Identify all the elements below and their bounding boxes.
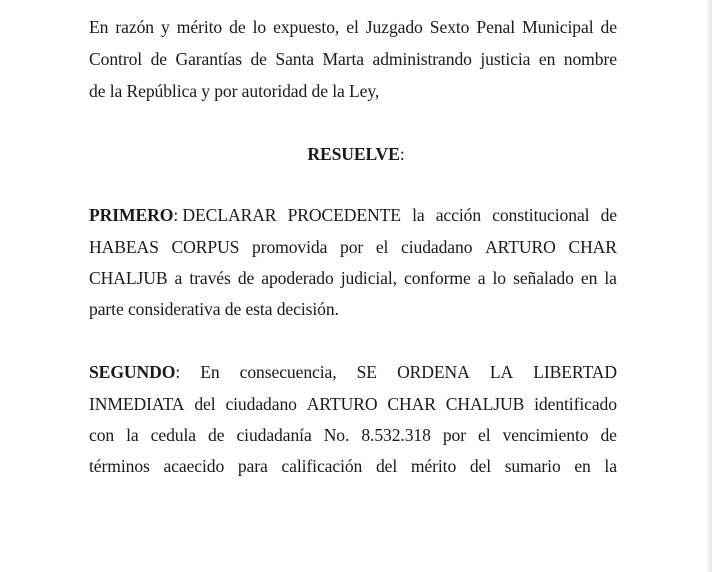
word: ARTURO <box>306 394 378 414</box>
primero-line-1 <box>89 205 617 225</box>
word: por <box>340 237 364 257</box>
word: de <box>208 425 225 445</box>
word: 8.532.318 <box>361 425 431 445</box>
word: de <box>237 268 255 288</box>
segundo-line-2 <box>89 394 617 414</box>
primero-line-3 <box>89 268 617 288</box>
word: cedula <box>150 425 196 445</box>
word: LIBERTAD <box>533 362 617 382</box>
word: del <box>375 456 398 476</box>
word: a <box>477 268 486 288</box>
word: CHALJUB <box>89 268 168 288</box>
word: en <box>538 49 556 69</box>
paragraph-label: PRIMERO: DECLARAR <box>89 205 277 225</box>
word: nombre <box>563 49 617 69</box>
word: términos <box>89 456 150 476</box>
word: ORDENA <box>397 362 470 382</box>
word: CORPUS <box>171 237 240 257</box>
resolve-heading-suffix: : <box>399 144 405 164</box>
word: de <box>600 17 617 37</box>
word: en <box>580 268 598 288</box>
word: la <box>604 456 617 476</box>
page-edge-shadow <box>706 0 712 572</box>
word: señalado <box>513 268 574 288</box>
word: Penal <box>476 17 516 37</box>
word: de <box>150 49 167 69</box>
word: expuesto, <box>273 17 340 37</box>
word: ciudadano <box>225 394 297 414</box>
word: ARTURO <box>485 237 556 257</box>
word: Municipal <box>522 17 594 37</box>
word: ciudadanía <box>236 425 312 445</box>
word: para <box>237 456 268 476</box>
word: Control <box>89 49 143 69</box>
word: CHALJUB <box>445 394 525 414</box>
word: acaecido <box>163 456 225 476</box>
segundo-line-4 <box>89 456 617 476</box>
word: la <box>126 425 139 445</box>
word: consecuencia, <box>239 362 337 382</box>
word: promovida <box>252 237 328 257</box>
word: la <box>604 268 617 288</box>
word: con <box>89 425 115 445</box>
word: CHAR <box>387 394 436 414</box>
word: Sexto <box>429 17 470 37</box>
word: apoderado <box>261 268 334 288</box>
primero-line-4: parte considerativa de esta decisión. <box>89 299 339 319</box>
resolve-heading-label: RESUELVE <box>307 144 400 164</box>
word: ciudadano <box>401 237 473 257</box>
word: razón <box>115 17 154 37</box>
preamble-line-1 <box>89 17 617 37</box>
segundo-line-3 <box>89 425 617 445</box>
word: constitucional <box>492 205 590 225</box>
word: mérito <box>176 17 223 37</box>
preamble-line-2 <box>89 49 617 69</box>
word: el <box>346 17 359 37</box>
word: de <box>600 205 617 225</box>
word: acción <box>435 205 482 225</box>
word: Juzgado <box>365 17 423 37</box>
word: No. <box>323 425 350 445</box>
paragraph-label: SEGUNDO: <box>89 362 181 382</box>
word: lo <box>492 268 507 288</box>
word: el <box>375 237 389 257</box>
word: del <box>194 394 216 414</box>
word: Garantías <box>175 49 242 69</box>
primero-line-2 <box>89 237 617 257</box>
word: del <box>469 456 492 476</box>
word: identificado <box>534 394 617 414</box>
word: HABEAS <box>89 237 159 257</box>
segundo-line-1 <box>89 362 617 382</box>
word: y <box>161 17 170 37</box>
word: de <box>600 425 617 445</box>
word: sumario <box>504 456 561 476</box>
word: LA <box>489 362 514 382</box>
word: SE <box>356 362 377 382</box>
word: de <box>250 49 267 69</box>
word: INMEDIATA <box>89 394 185 414</box>
word: lo <box>252 17 267 37</box>
word: calificación <box>281 456 363 476</box>
word: Santa <box>275 49 314 69</box>
word: a <box>174 268 183 288</box>
word: vencimiento <box>502 425 589 445</box>
word: conforme <box>404 268 471 288</box>
resolve-heading <box>0 144 712 164</box>
word: En <box>200 362 220 382</box>
word: PROCEDENTE <box>287 205 401 225</box>
word: en <box>574 456 591 476</box>
word: por <box>442 425 466 445</box>
word: administrando <box>372 49 472 69</box>
word: judicial, <box>340 268 397 288</box>
word: justicia <box>480 49 531 69</box>
word: la <box>412 205 425 225</box>
word: de <box>229 17 246 37</box>
preamble-line-3: de la República y por autoridad de la Ley, <box>89 81 380 101</box>
word: Marta <box>322 49 364 69</box>
word: CHAR <box>568 237 617 257</box>
word: través <box>189 268 231 288</box>
word: En <box>89 17 109 37</box>
word: mérito <box>410 456 457 476</box>
word: el <box>478 425 491 445</box>
